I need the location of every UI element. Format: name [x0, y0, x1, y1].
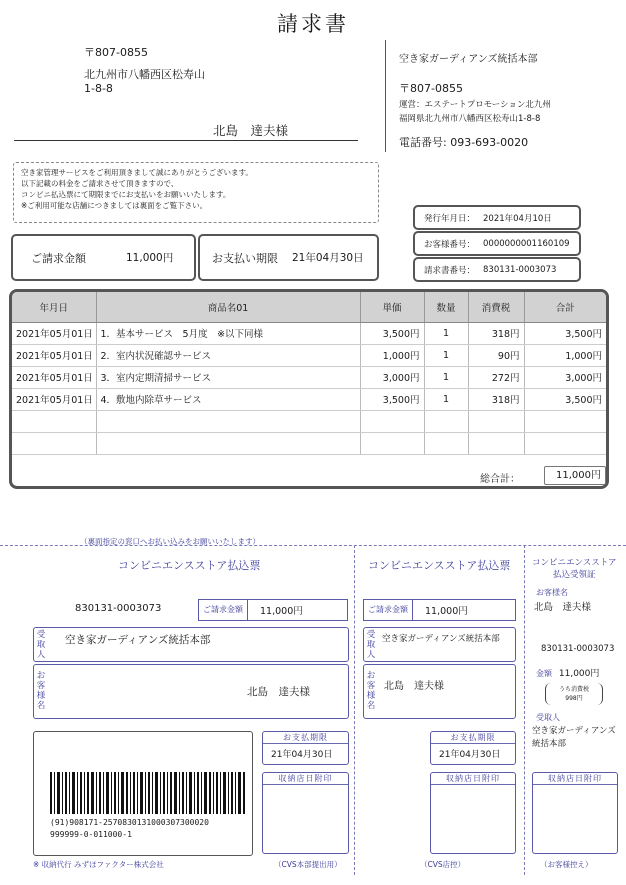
- cell-unit-price: [360, 432, 424, 454]
- invoice-no-label: 請求書番号：: [424, 265, 476, 276]
- cell-total: [524, 410, 606, 432]
- cell-tax: 318円: [468, 322, 524, 344]
- notice-line: コンビニ払込票にて期限までにお支払いをお願いいたします。: [21, 190, 231, 199]
- collection-agent: ※ 収納代行 みずほファクター株式会社: [33, 860, 164, 869]
- slip-customer: 北島 達夫様: [247, 686, 310, 698]
- cell-date: [12, 410, 96, 432]
- cell-tax: [468, 432, 524, 454]
- cell-product: 4．敷地内除草サービス: [96, 388, 360, 410]
- due-label: お支払い期限: [212, 251, 278, 265]
- slip-due-box: [262, 731, 349, 765]
- slip-payee-box: [33, 627, 349, 662]
- barcode-box: [33, 731, 253, 856]
- recipient-postal: 〒807-0855: [84, 46, 148, 59]
- notice-line: ※ご利用可能な店舗につきましては裏面をご覧下さい。: [21, 201, 208, 210]
- slip-invoice-no: 830131-0003073: [75, 603, 162, 614]
- slip2-payee-box: [363, 627, 516, 662]
- slip2-stamp-label: 収納店日附印: [431, 773, 515, 785]
- cell-quantity: 1: [424, 366, 468, 388]
- cell-total: 3,500円: [524, 322, 606, 344]
- cell-product: 2．室内状況確認サービス: [96, 344, 360, 366]
- cell-unit-price: 3,000円: [360, 366, 424, 388]
- recipient-address-1: 北九州市八幡西区松寿山: [84, 68, 205, 81]
- issuer-operator: 運営：エステートプロモーション北九州: [399, 100, 551, 110]
- customer-no: 0000000001160109: [483, 238, 570, 249]
- cell-quantity: 1: [424, 344, 468, 366]
- slip2-due-label: お支払期限: [431, 732, 515, 744]
- cell-date: 2021年05月01日: [12, 388, 96, 410]
- slip-customer-box: [33, 664, 349, 719]
- cell-date: 2021年05月01日: [12, 344, 96, 366]
- slip-due: 21年04月30日: [271, 750, 333, 760]
- issue-date-box: [413, 205, 581, 230]
- receipt-customer-label: お客様名: [536, 588, 568, 597]
- page-title: 請求書: [277, 12, 349, 36]
- due-box: [198, 234, 379, 281]
- grand-total-label: 総合計：: [480, 474, 520, 485]
- slip-payee-label: 受取人: [36, 630, 46, 660]
- notice-line: 空き家管理サービスをご利用頂きまして誠にありがとうございます。: [21, 168, 253, 177]
- slip2-amount: 11,000円: [425, 606, 468, 617]
- notice-line: 以下記載の料金をご請求させて頂きますので、: [21, 179, 179, 188]
- notice-box: [13, 162, 379, 223]
- cell-product: [96, 410, 360, 432]
- cell-tax: [468, 410, 524, 432]
- table-row: [12, 388, 606, 410]
- table-row: [12, 366, 606, 388]
- invoice-no-box: [413, 257, 581, 282]
- slip-amount: 11,000円: [260, 606, 303, 617]
- receipt-stamp-label: 収納店日附印: [533, 773, 617, 785]
- issue-date-label: 発行年月日：: [424, 213, 476, 224]
- receipt-tax-bracket: [545, 683, 603, 705]
- issuer-divider: [385, 40, 386, 152]
- cell-unit-price: [360, 410, 424, 432]
- cell-product: [96, 432, 360, 454]
- cell-total: 3,000円: [524, 366, 606, 388]
- cell-quantity: 1: [424, 322, 468, 344]
- amount-box: [11, 234, 196, 281]
- slip2-payee-label: 受取人: [366, 630, 376, 660]
- slip2-customer-box: [363, 664, 516, 719]
- cell-quantity: [424, 410, 468, 432]
- slip-amount-box: [198, 599, 348, 621]
- column-header-date: 年月日: [12, 292, 96, 322]
- column-header-tax: 消費税: [468, 292, 524, 322]
- recipient-name: 北島 達夫様: [213, 123, 289, 138]
- cell-tax: 318円: [468, 388, 524, 410]
- issuer-phone: 電話番号: 093-693-0020: [399, 136, 529, 149]
- issuer-address: 福岡県北九州市八幡西区松寿山1-8-8: [399, 114, 541, 124]
- items-table: [9, 289, 609, 489]
- slip-copy-label-1: （CVS本部提出用）: [274, 860, 342, 869]
- cell-date: [12, 432, 96, 454]
- slip2-title: コンビニエンスストア払込票: [368, 559, 511, 572]
- receipt-stamp-box: [532, 772, 618, 854]
- cell-quantity: [424, 432, 468, 454]
- cell-total: [524, 432, 606, 454]
- column-header-product: 商品名01: [96, 292, 360, 322]
- cell-tax: 90円: [468, 344, 524, 366]
- receipt-payee-1: 空き家ガーディアンズ: [532, 726, 616, 736]
- issuer-name: 空き家ガーディアンズ統括本部: [399, 54, 538, 65]
- back-notice: （裏面指定の窓口へお払い込みをお願いいたします）: [80, 537, 260, 546]
- cell-total: 1,000円: [524, 344, 606, 366]
- receipt-tax-label: うち消費税: [558, 686, 589, 693]
- slip-payee: 空き家ガーディアンズ統括本部: [65, 634, 211, 646]
- table-row: [12, 432, 606, 454]
- receipt-invoice-no: 830131-0003073: [541, 644, 615, 654]
- receipt-amount-row: [536, 666, 599, 679]
- recipient-underline: [14, 140, 358, 141]
- receipt-payee-2: 統括本部: [532, 739, 567, 749]
- cell-product: 3．室内定期清掃サービス: [96, 366, 360, 388]
- barcode-number-1: (91)908171-257083013100030730002​0: [50, 818, 209, 827]
- customer-no-box: [413, 231, 581, 256]
- slip-stamp-box: [262, 772, 349, 854]
- table-header-row: [12, 292, 606, 322]
- slip2-customer-label: お客様名: [366, 671, 376, 711]
- slip-amount-label: ご請求金額: [199, 600, 248, 620]
- slip2-amount-label: ご請求金額: [364, 600, 413, 620]
- issuer-postal: 〒807-0855: [399, 82, 463, 95]
- due-value: 21年04月30日: [292, 252, 364, 264]
- cell-unit-price: 3,500円: [360, 322, 424, 344]
- column-header-unit-price: 単価: [360, 292, 424, 322]
- table-row: [12, 344, 606, 366]
- column-header-quantity: 数量: [424, 292, 468, 322]
- receipt-amount: 11,000円: [558, 669, 600, 679]
- slip2-stamp-box: [430, 772, 516, 854]
- receipt-title-2: 払込受領証: [553, 570, 596, 580]
- cell-total: 3,500円: [524, 388, 606, 410]
- slip-copy-label-2: （CVS店控）: [420, 860, 466, 869]
- cell-quantity: 1: [424, 388, 468, 410]
- cell-unit-price: 1,000円: [360, 344, 424, 366]
- slip2-payee: 空き家ガーディアンズ統括本部: [382, 634, 500, 644]
- slip2-amount-box: [363, 599, 516, 621]
- amount-value: 11,000円: [126, 252, 174, 264]
- amount-label: ご請求金額: [31, 251, 86, 265]
- slip-copy-label-3: （お客様控え）: [540, 860, 593, 869]
- invoice-no: 830131-0003073: [483, 264, 557, 275]
- receipt-customer: 北島 達夫様: [534, 602, 592, 613]
- cell-date: 2021年05月01日: [12, 322, 96, 344]
- grand-total: 11,000円: [556, 470, 601, 481]
- column-header-total: 合計: [524, 292, 606, 322]
- receipt-payee-label: 受取人: [536, 713, 560, 722]
- barcode-icon: [50, 772, 246, 814]
- slip-perforation-2: [524, 545, 525, 875]
- slip2-due: 21年04月30日: [439, 750, 501, 760]
- cell-unit-price: 3,500円: [360, 388, 424, 410]
- slip2-due-box: [430, 731, 516, 765]
- slip-stamp-label: 収納店日附印: [263, 773, 348, 785]
- slip-due-label: お支払期限: [263, 732, 348, 744]
- slip-title: コンビニエンスストア払込票: [118, 559, 261, 572]
- issue-date: 2021年04月10日: [483, 213, 552, 224]
- cell-date: 2021年05月01日: [12, 366, 96, 388]
- slip-perforation-top: [0, 545, 626, 546]
- slip2-customer: 北島 達夫様: [384, 681, 444, 692]
- barcode-number-2: 999999-0-011000-1: [50, 830, 132, 839]
- receipt-tax: 998円: [565, 695, 583, 702]
- customer-no-label: お客様番号：: [424, 239, 476, 250]
- table-row: [12, 322, 606, 344]
- receipt-title-1: コンビニエンスストア: [532, 558, 617, 568]
- slip-perforation-1: [354, 545, 355, 875]
- cell-product: 1．基本サービス 5月度 ※以下同様: [96, 322, 360, 344]
- slip-customer-label: お客様名: [36, 671, 46, 711]
- cell-tax: 272円: [468, 366, 524, 388]
- receipt-amount-label: 金額: [536, 669, 552, 678]
- table-row: [12, 410, 606, 432]
- grand-total-box: [544, 466, 606, 485]
- recipient-address-2: 1-8-8: [84, 82, 113, 95]
